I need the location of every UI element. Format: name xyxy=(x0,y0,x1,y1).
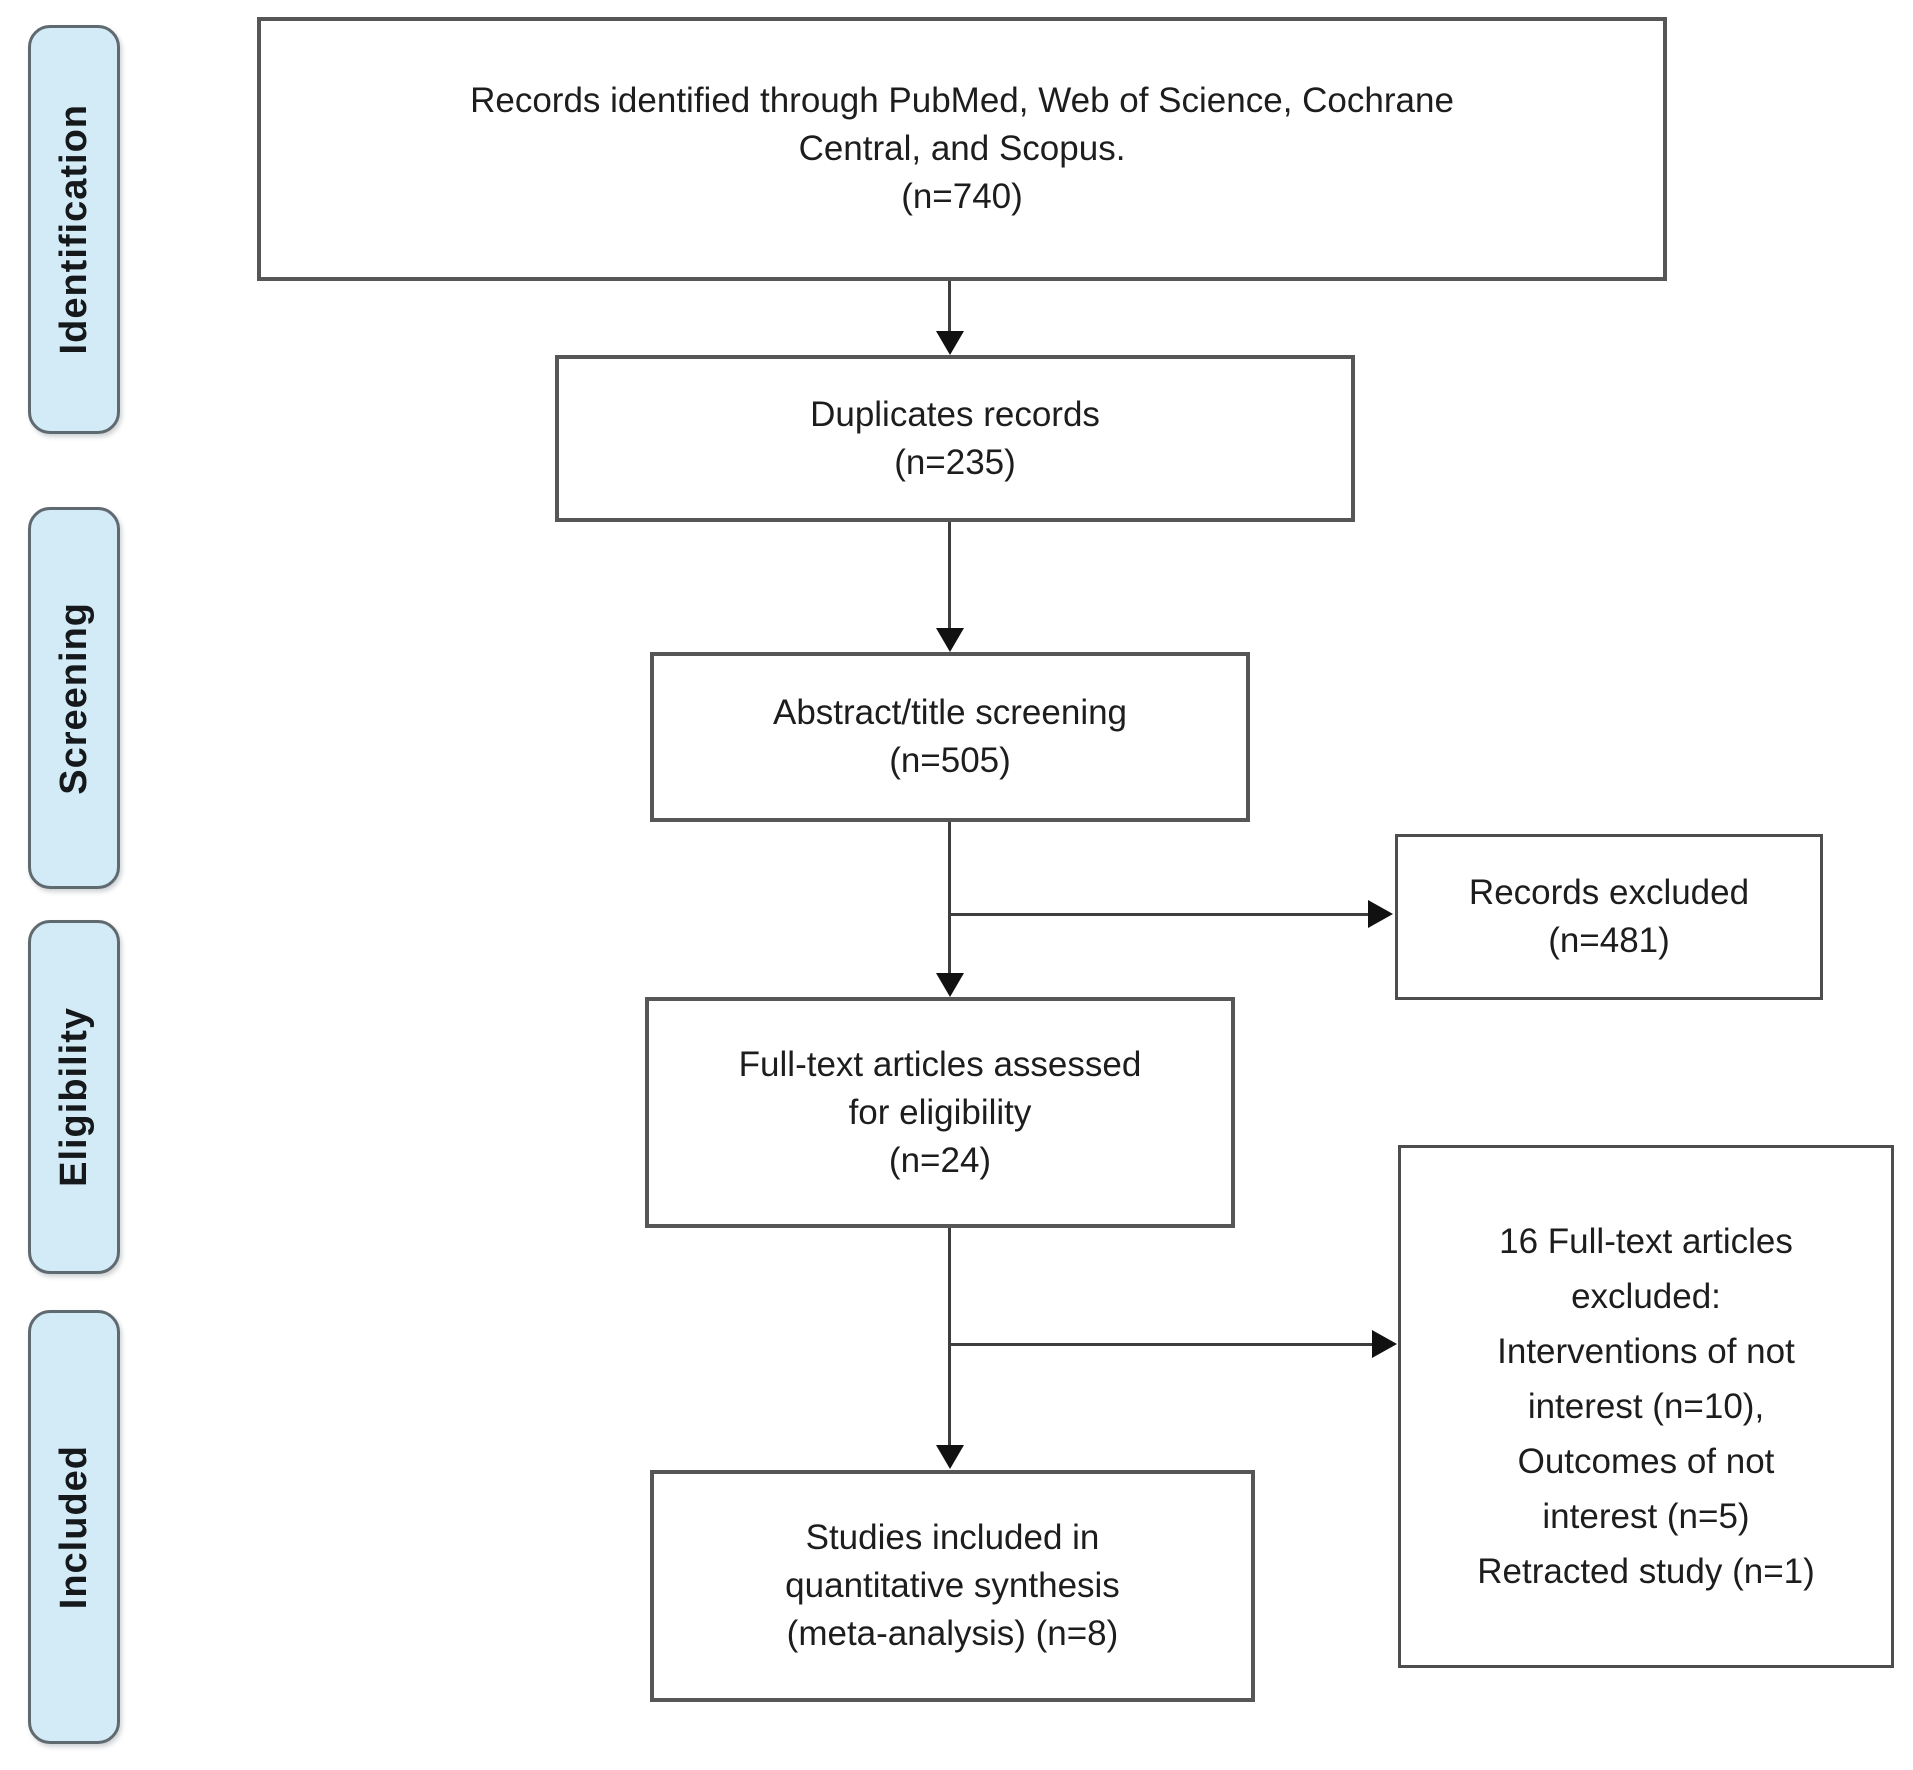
box-studies-included xyxy=(650,1470,1255,1702)
box-text-line: Abstract/title screening xyxy=(772,693,1128,732)
arrowhead-down-icon xyxy=(936,628,964,652)
box-text-line: Full-text articles assessed xyxy=(738,1044,1142,1084)
box-text-line: (n=481) xyxy=(1548,921,1670,960)
arrowhead-down-icon xyxy=(936,1445,964,1469)
box-records-excluded xyxy=(1395,834,1823,1000)
box-text-line: quantitative synthesis xyxy=(785,1566,1120,1605)
box-text-line: 16 Full-text articles xyxy=(1499,1222,1793,1261)
box-text-line: Outcomes of not xyxy=(1517,1442,1775,1481)
box-text-line: Records excluded xyxy=(1468,873,1750,912)
box-text-line: (n=24) xyxy=(888,1140,992,1180)
box-text-line: Studies included in xyxy=(805,1518,1100,1557)
box-text-line: for eligibility xyxy=(848,1092,1032,1132)
box-text-line: Interventions of not xyxy=(1497,1332,1795,1371)
arrowhead-down-icon xyxy=(936,973,964,997)
arrowhead-right-icon xyxy=(1368,900,1393,928)
connector-fulltext-to-included xyxy=(948,1228,951,1446)
box-text-line: Retracted study (n=1) xyxy=(1477,1552,1815,1591)
box-text-line: excluded: xyxy=(1571,1277,1721,1316)
box-text-line: (n=505) xyxy=(889,741,1011,780)
connector-screening-to-fulltext xyxy=(948,822,951,974)
box-text-line: interest (n=5) xyxy=(1542,1497,1750,1536)
box-text-line: interest (n=10), xyxy=(1527,1387,1765,1426)
box-text-line: (n=235) xyxy=(894,442,1016,482)
box-text-line: (meta-analysis) (n=8) xyxy=(786,1614,1119,1653)
stage-label-included: Included xyxy=(52,1444,95,1610)
box-fulltext-excluded xyxy=(1398,1145,1894,1668)
box-text-line: Records identified through PubMed, Web of Science, Cochrane xyxy=(470,81,1454,120)
box-fulltext-assessed xyxy=(645,997,1235,1228)
box-abstract-title-screening xyxy=(650,652,1250,822)
connector-branch-records-excluded xyxy=(950,913,1368,916)
connector-duplicates-to-screening xyxy=(948,522,951,630)
arrowhead-right-icon xyxy=(1372,1330,1397,1358)
box-text-line: (n=740) xyxy=(901,177,1023,216)
stage-label-identification: Identification xyxy=(52,104,95,355)
stage-pill-identification xyxy=(28,25,120,434)
box-records-identified xyxy=(257,17,1667,281)
connector-identified-to-duplicates xyxy=(948,281,951,333)
stage-pill-included xyxy=(28,1310,120,1744)
stage-label-eligibility: Eligibility xyxy=(52,1007,95,1187)
connector-branch-fulltext-excluded xyxy=(950,1343,1372,1346)
box-text-line: Duplicates records xyxy=(810,394,1100,434)
box-duplicates-records xyxy=(555,355,1355,522)
stage-pill-eligibility xyxy=(28,920,120,1274)
arrowhead-down-icon xyxy=(936,331,964,355)
stage-label-screening: Screening xyxy=(52,601,95,795)
stage-pill-screening xyxy=(28,507,120,889)
box-text-line: Central, and Scopus. xyxy=(798,129,1126,168)
